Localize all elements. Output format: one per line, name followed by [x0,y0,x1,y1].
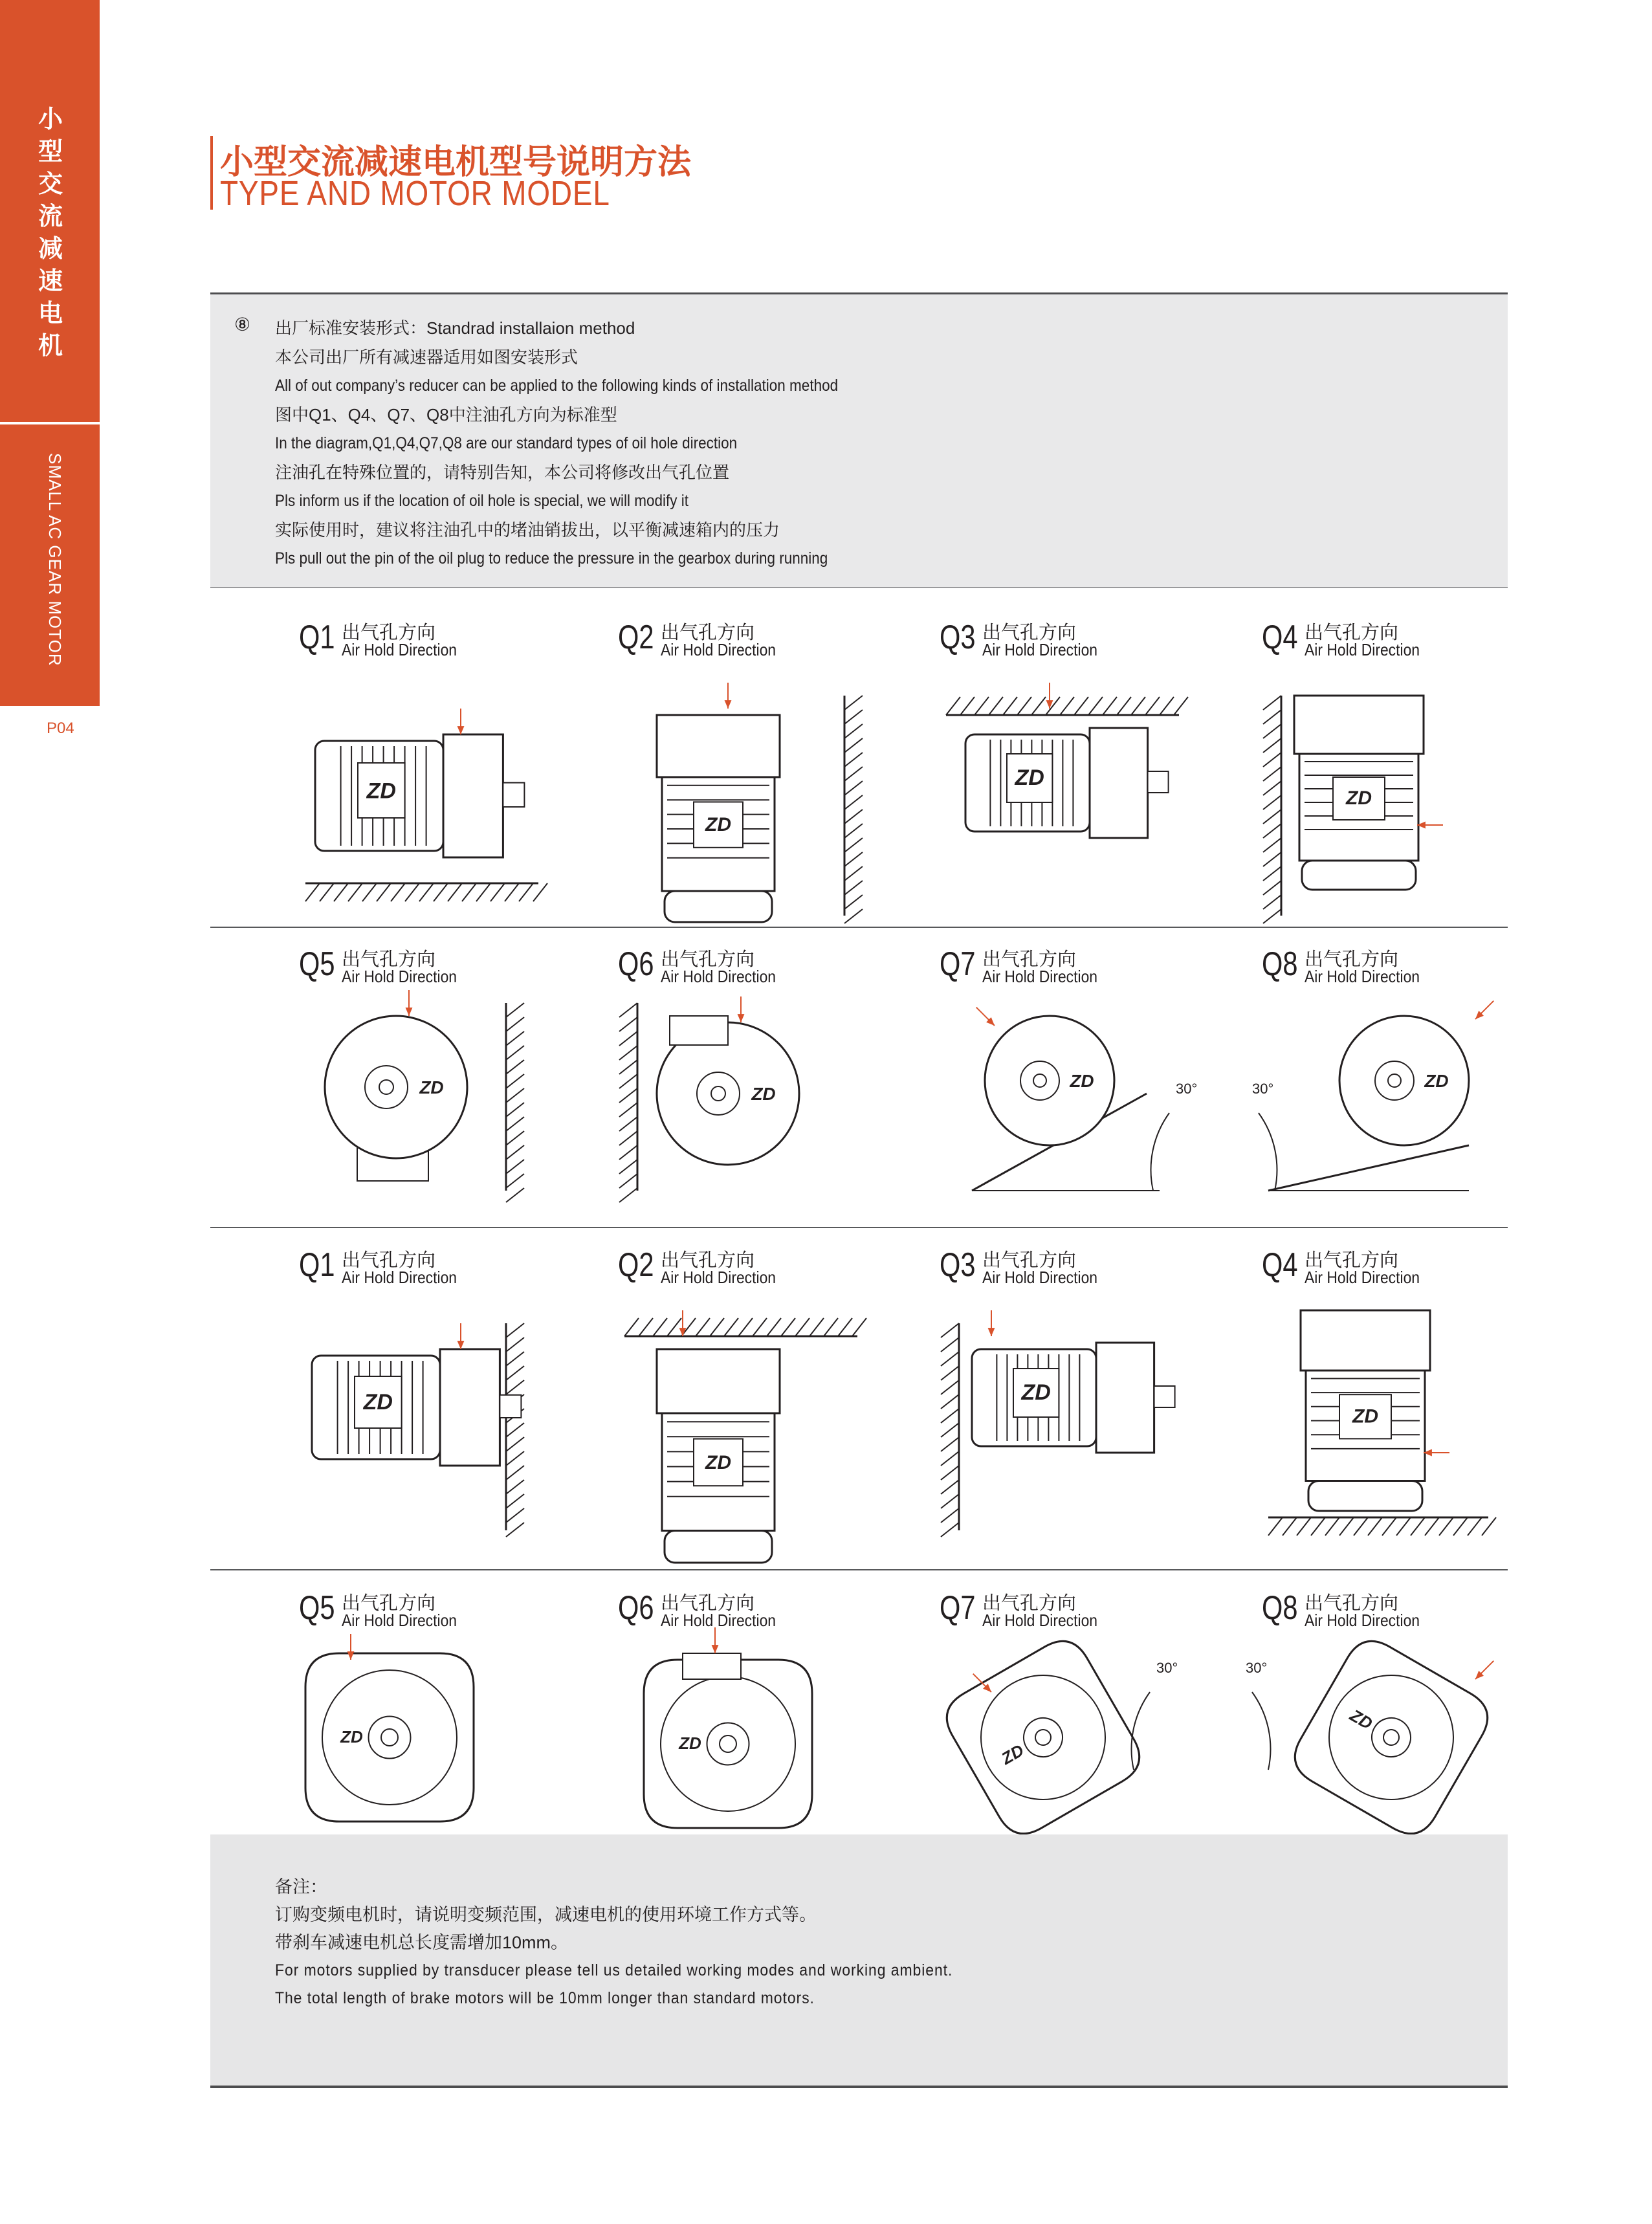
page-marker-bar [0,702,100,706]
diagram-cell-q1 [299,1246,622,1543]
diagram-cell-q8 [1252,945,1585,1242]
air-hold-label-cn: 出气孔方向 [1305,1593,1399,1614]
diagram-cell-q5 [299,945,622,1242]
logo-text: ZD [1021,1380,1051,1405]
logo-text: ZD [363,1390,393,1415]
motor-diagram [1255,670,1527,916]
diagram-cell-q2 [618,618,942,916]
sidebar-char: 型 [38,138,63,166]
position-code: Q6 [618,1589,654,1627]
diagram-cell-q3 [940,618,1263,916]
logo-text: ZD [1424,1071,1449,1091]
logo-text: ZD [1346,787,1372,809]
sidebar-band [0,0,100,702]
logo-text: ZD [419,1077,444,1097]
air-hold-label-en: Air Hold Direction [982,640,1098,659]
sidebar-char: 交 [38,171,63,198]
title-accent-bar [210,136,213,210]
air-hold-label-en: Air Hold Direction [661,1268,776,1287]
air-hold-label-cn: 出气孔方向 [342,949,436,970]
sidebar-char: 小 [38,106,63,133]
note-line: 备注： [275,1877,327,1897]
air-hold-label-en: Air Hold Direction [342,640,457,659]
position-code: Q6 [618,945,654,983]
diagram-cell-q3 [940,1246,1263,1543]
sidebar-char: 机 [38,333,63,360]
air-hold-label-en: Air Hold Direction [661,1611,776,1630]
logo-text: ZD [340,1727,363,1746]
motor-diagram [292,1297,564,1543]
motor-diagram [292,670,564,916]
row-divider [210,927,1508,928]
position-code: Q7 [940,1589,976,1627]
installation-info-box [210,292,1508,588]
air-hold-label-en: Air Hold Direction [1305,640,1420,659]
logo-text: ZD [998,1740,1028,1768]
position-code: Q4 [1262,1246,1298,1284]
motor-diagram [933,1297,1205,1543]
angle-label: 30° [1246,1660,1268,1676]
diagram-cell-q2 [618,1246,942,1543]
motor-diagram [1252,996,1527,1242]
position-code: Q5 [299,1589,335,1627]
air-hold-label-cn: 出气孔方向 [342,1250,436,1271]
motor-diagram [933,670,1205,916]
air-hold-label-en: Air Hold Direction [661,640,776,659]
position-code: Q3 [940,619,976,656]
air-hold-label-en: Air Hold Direction [342,1268,457,1287]
info-line: Pls pull out the pin of the oil plug to reduce the pressure in the gearbox during running [275,549,828,567]
note-line: 带刹车减速电机总长度需增加10mm。 [275,1933,569,1952]
info-line: All of out company’s reducer can be applied to the following kinds of installation method [275,377,839,395]
air-hold-label-cn: 出气孔方向 [661,622,755,643]
diagram-cell-q4 [1262,618,1585,916]
air-hold-label-en: Air Hold Direction [342,1611,457,1630]
air-hold-label-cn: 出气孔方向 [982,1593,1077,1614]
motor-diagram [1255,1297,1527,1543]
position-code: Q8 [1262,945,1298,983]
air-hold-label-en: Air Hold Direction [1305,1611,1420,1630]
motor-diagram [611,1297,883,1543]
logo-text: ZD [705,814,731,836]
angle-label: 30° [1176,1081,1198,1097]
air-hold-label-cn: 出气孔方向 [661,949,755,970]
sidebar-divider [0,422,100,424]
position-code: Q2 [618,619,654,656]
angle-label: 30° [1156,1660,1178,1676]
air-hold-label-en: Air Hold Direction [982,1611,1098,1630]
air-hold-label-en: Air Hold Direction [982,967,1098,986]
position-code: Q3 [940,1246,976,1284]
page-number: P04 [47,720,74,737]
diagram-cell-q6 [618,945,942,1242]
logo-text: ZD [1070,1071,1094,1091]
diagram-cell-q7 [940,945,1263,1242]
angle-label: 30° [1252,1081,1274,1097]
diagram-cell-q4 [1262,1246,1585,1543]
note-line: For motors supplied by transducer please tell us detailed working modes and working ambient. [275,1961,953,1979]
air-hold-label-en: Air Hold Direction [1305,967,1420,986]
motor-diagram [611,670,883,916]
sidebar-char: 减 [38,236,63,263]
air-hold-label-cn: 出气孔方向 [982,622,1077,643]
sidebar-char: 速 [38,268,63,295]
logo-text: ZD [679,1734,701,1753]
sidebar-char: 流 [38,203,63,230]
note-line: 订购变频电机时，请说明变频范围，减速电机的使用环境工作方式等。 [275,1905,817,1924]
air-hold-label-en: Air Hold Direction [342,967,457,986]
info-line: 图中Q1、Q4、Q7、Q8中注油孔方向为标准型 [275,404,617,424]
logo-text: ZD [366,778,396,804]
logo-text: ZD [705,1451,731,1473]
position-code: Q1 [299,619,335,656]
info-line: Pls inform us if the location of oil hole is special, we will modify it [275,492,689,510]
air-hold-label-cn: 出气孔方向 [1305,622,1399,643]
motor-diagram [933,996,1205,1242]
air-hold-label-en: Air Hold Direction [1305,1268,1420,1287]
logo-text: ZD [1347,1705,1376,1734]
note-line: The total length of brake motors will be 10mm longer than standard motors. [275,1989,815,2007]
info-line: 本公司出厂所有减速器适用如图安装形式 [275,347,578,367]
air-hold-label-cn: 出气孔方向 [661,1250,755,1271]
air-hold-label-en: Air Hold Direction [982,1268,1098,1287]
info-line: In the diagram,Q1,Q4,Q7,Q8 are our standard types of oil hole direction [275,434,738,452]
sidebar-cn-title [38,104,63,362]
air-hold-label-cn: 出气孔方向 [982,1250,1077,1271]
position-code: Q7 [940,945,976,983]
motor-diagram [611,996,883,1242]
info-text [275,314,901,573]
info-line: 出厂标准安装形式：Standrad installaion method [275,318,635,338]
info-line: 注油孔在特殊位置的，请特别告知，本公司将修改出气孔位置 [275,462,730,482]
position-code: Q4 [1262,619,1298,656]
air-hold-label-cn: 出气孔方向 [1305,1250,1399,1271]
logo-text: ZD [1352,1405,1378,1427]
page-title-en: TYPE AND MOTOR MODEL [220,174,610,213]
air-hold-label-cn: 出气孔方向 [1305,949,1399,970]
diagram-cell-q1 [299,618,622,916]
position-code: Q1 [299,1246,335,1284]
air-hold-label-cn: 出气孔方向 [982,949,1077,970]
notes-box [210,1834,1508,2088]
sidebar-en-title: SMALL AC GEAR MOTOR [45,453,65,666]
air-hold-label-cn: 出气孔方向 [342,622,436,643]
row-divider [210,1569,1508,1570]
position-code: Q5 [299,945,335,983]
position-code: Q2 [618,1246,654,1284]
air-hold-label-cn: 出气孔方向 [661,1593,755,1614]
notes-text [275,1873,1011,2012]
position-code: Q8 [1262,1589,1298,1627]
info-line: 实际使用时，建议将注油孔中的堵油销拔出，以平衡减速箱内的压力 [275,520,780,540]
item-number: ⑧ [234,314,251,335]
sidebar-char: 电 [38,300,63,327]
logo-text: ZD [751,1084,776,1104]
motor-diagram [292,996,564,1242]
air-hold-label-en: Air Hold Direction [661,967,776,986]
logo-text: ZD [1015,765,1044,790]
page-title-cn: 小型交流减速电机型号说明方法 [220,144,692,181]
air-hold-label-cn: 出气孔方向 [342,1593,436,1614]
